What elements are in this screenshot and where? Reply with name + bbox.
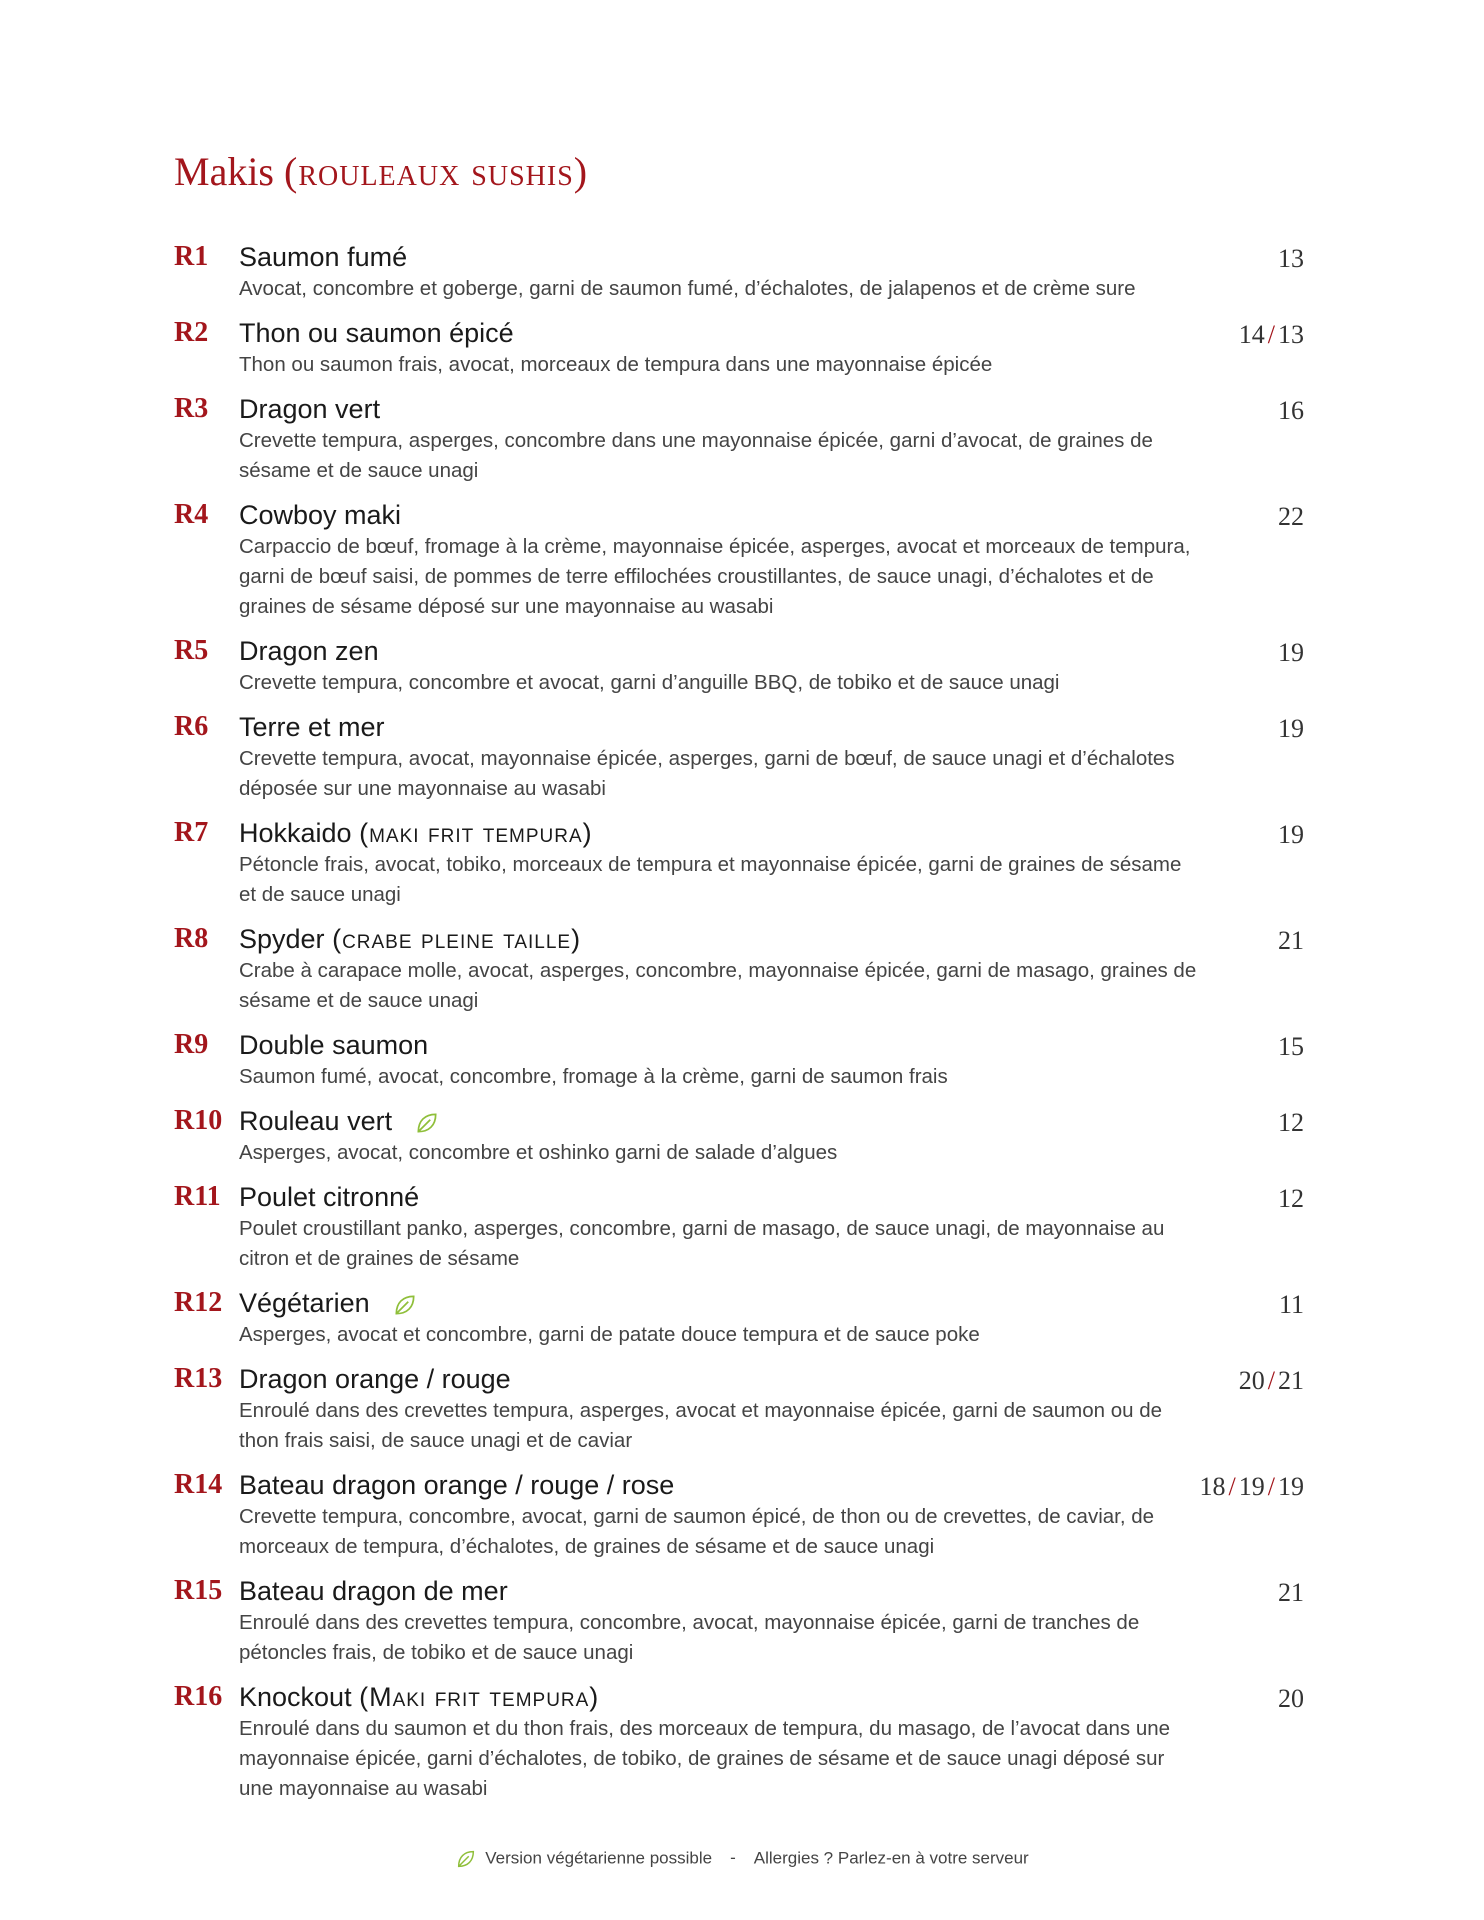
item-name [239, 1362, 1304, 1396]
item-name-text: Poulet citronné [239, 1182, 420, 1212]
item-name [239, 1468, 1304, 1502]
price-separator: / [1267, 1366, 1275, 1395]
item-description: Asperges, avocat, concombre et oshinko garni de salade d’algues [239, 1141, 838, 1164]
footer-separator: - [730, 1848, 736, 1868]
item-name-text: Hokkaido [239, 818, 352, 848]
item-description: Thon ou saumon frais, avocat, morceaux de tempura dans une mayonnaise épicée [239, 353, 993, 376]
item-code: R10 [174, 1105, 223, 1136]
item-price-value: 13 [1278, 320, 1304, 349]
item-description: Crevette tempura, concombre, avocat, garni de saumon épicé, de thon ou de crevettes, de caviar, de morceaux de tempura, d’échalotes, de graines de sésame et de sauce unagi [239, 1505, 1155, 1558]
item-name-text: Bateau dragon orange / rouge / rose [239, 1470, 675, 1500]
item-name-note: (Maki frit tempura) [359, 1682, 600, 1712]
item-name [239, 634, 1304, 668]
item-name [239, 392, 1304, 426]
item-name-text: Bateau dragon de mer [239, 1576, 508, 1606]
item-price [1239, 318, 1304, 352]
item-code: R3 [174, 393, 209, 424]
item-name [239, 1028, 1304, 1062]
menu-item [174, 1286, 1304, 1350]
item-price-value: 19 [1278, 714, 1304, 743]
item-description: Asperges, avocat et concombre, garni de patate douce tempura et de sauce poke [239, 1323, 980, 1346]
item-name [239, 1574, 1304, 1608]
menu-item [174, 1468, 1304, 1562]
item-price-value: 12 [1278, 1184, 1304, 1213]
menu-item [174, 498, 1304, 622]
item-name-text: Dragon vert [239, 394, 381, 424]
item-description: Enroulé dans des crevettes tempura, asperges, avocat et mayonnaise épicée, garni de saumon ou de thon frais saisi, de sauce unagi et de caviar [239, 1399, 1163, 1452]
veg-note: Version végétarienne possible [485, 1848, 713, 1868]
item-price-value: 19 [1278, 820, 1304, 849]
item-price-value: 19 [1238, 1472, 1265, 1501]
section-title-main: Makis [174, 149, 274, 194]
item-price [1278, 1030, 1304, 1064]
item-name-text: Knockout [239, 1682, 352, 1712]
item-description: Pétoncle frais, avocat, tobiko, morceaux de tempura et mayonnaise épicée, garni de graines de sésame et de sauce unagi [239, 853, 1182, 906]
item-price [1278, 818, 1304, 852]
item-description: Poulet croustillant panko, asperges, concombre, garni de masago, de sauce unagi, de mayonnaise au citron et de graines de sésame [239, 1217, 1165, 1270]
item-price [1278, 636, 1304, 670]
item-price [1278, 500, 1304, 534]
item-code: R1 [174, 241, 209, 272]
item-name [239, 1104, 1304, 1138]
item-name-note: (crabe pleine taille) [332, 924, 582, 954]
item-code: R7 [174, 817, 209, 848]
menu-item [174, 1574, 1304, 1668]
item-price-value: 19 [1278, 638, 1304, 667]
item-price [1278, 1106, 1304, 1140]
menu-item [174, 316, 1304, 380]
item-code: R15 [174, 1575, 223, 1606]
item-description: Saumon fumé, avocat, concombre, fromage à la crème, garni de saumon frais [239, 1065, 948, 1088]
item-name-text: Terre et mer [239, 712, 385, 742]
item-name-text: Dragon orange / rouge [239, 1364, 511, 1394]
item-price [1278, 1576, 1304, 1610]
item-price-value: 21 [1278, 1578, 1304, 1607]
item-code: R8 [174, 923, 209, 954]
item-code: R4 [174, 499, 209, 530]
item-price-value: 14 [1238, 320, 1265, 349]
item-price [1278, 1182, 1304, 1216]
item-price-value: 22 [1278, 502, 1304, 531]
item-description: Enroulé dans des crevettes tempura, concombre, avocat, mayonnaise épicée, garni de tranches de pétoncles frais, de tobiko et de sauce unagi [239, 1611, 1140, 1664]
item-price-value: 13 [1278, 244, 1304, 273]
item-price-value: 12 [1278, 1108, 1304, 1137]
item-price-value: 11 [1278, 1290, 1304, 1319]
item-price [1278, 924, 1304, 958]
item-price [1200, 1470, 1304, 1504]
item-name [239, 710, 1304, 744]
item-price-value: 21 [1278, 1366, 1304, 1395]
menu-item [174, 1028, 1304, 1092]
item-code: R16 [174, 1681, 223, 1712]
menu-item [174, 816, 1304, 910]
leaf-icon [455, 1848, 477, 1870]
item-name [239, 816, 1304, 850]
section-title-sub: (rouleaux sushis) [284, 149, 589, 194]
item-name-text: Dragon zen [239, 636, 379, 666]
menu-items-list [174, 240, 1304, 1816]
item-price [1278, 712, 1304, 746]
item-description: Avocat, concombre et goberge, garni de saumon fumé, d’échalotes, de jalapenos et de crème sure [239, 277, 1136, 300]
price-separator: / [1267, 320, 1275, 349]
item-description: Enroulé dans du saumon et du thon frais, des morceaux de tempura, du masago, de l’avocat dans une mayonnaise épicée, garni d’échalotes, de tobiko, de graines de sésame et de sauce unagi déposé sur une mayonnaise au wasabi [239, 1717, 1171, 1800]
item-description: Crevette tempura, concombre et avocat, garni d’anguille BBQ, de tobiko et de sauce unagi [239, 671, 1060, 694]
allergy-note: Allergies ? Parlez-en à votre serveur [753, 1848, 1029, 1868]
item-price [1279, 1288, 1304, 1322]
item-code: R11 [174, 1181, 221, 1212]
item-name [239, 240, 1304, 274]
item-code: R6 [174, 711, 209, 742]
menu-item [174, 1362, 1304, 1456]
menu-item [174, 240, 1304, 304]
item-name [239, 1680, 1304, 1714]
item-code: R12 [174, 1287, 223, 1318]
leaf-icon [392, 1292, 418, 1318]
item-name-text: Saumon fumé [239, 242, 408, 272]
item-code: R14 [174, 1469, 223, 1500]
item-description: Carpaccio de bœuf, fromage à la crème, mayonnaise épicée, asperges, avocat et morceaux de tempura, garni de bœuf saisi, de pommes de terre effilochées croustillantes, de sauce unagi, d’échalotes et de graines de sésame déposé sur une mayonnaise au wasabi [239, 535, 1191, 618]
menu-item [174, 1180, 1304, 1274]
item-price-value: 15 [1278, 1032, 1304, 1061]
section-title [174, 148, 588, 196]
price-separator: / [1267, 1472, 1275, 1501]
item-price-value: 16 [1278, 396, 1304, 425]
leaf-icon [414, 1110, 440, 1136]
item-code: R13 [174, 1363, 223, 1394]
item-name [239, 922, 1304, 956]
item-name-note: (maki frit tempura) [359, 818, 593, 848]
item-price [1278, 242, 1304, 276]
item-code: R5 [174, 635, 209, 666]
menu-item [174, 922, 1304, 1016]
item-name-text: Double saumon [239, 1030, 429, 1060]
item-description: Crevette tempura, asperges, concombre dans une mayonnaise épicée, garni d’avocat, de graines de sésame et de sauce unagi [239, 429, 1153, 482]
menu-item [174, 634, 1304, 698]
menu-item [174, 1104, 1304, 1168]
item-price-value: 21 [1278, 926, 1304, 955]
item-price-value: 19 [1278, 1472, 1304, 1501]
item-name [239, 316, 1304, 350]
item-name [239, 1180, 1304, 1214]
item-name-text: Spyder [239, 924, 325, 954]
item-code: R9 [174, 1029, 209, 1060]
item-name [239, 1286, 1304, 1320]
menu-item [174, 1680, 1304, 1804]
price-separator: / [1228, 1472, 1236, 1501]
item-name-text: Thon ou saumon épicé [239, 318, 514, 348]
item-description: Crabe à carapace molle, avocat, asperges, concombre, mayonnaise épicée, garni de masago, graines de sésame et de sauce unagi [239, 959, 1197, 1012]
item-name [239, 498, 1304, 532]
menu-item [174, 710, 1304, 804]
item-price [1239, 1364, 1304, 1398]
item-code: R2 [174, 317, 209, 348]
item-description: Crevette tempura, avocat, mayonnaise épicée, asperges, garni de bœuf, de sauce unagi et d’échalotes déposée sur une mayonnaise au wasabi [239, 747, 1175, 800]
item-price-value: 18 [1199, 1472, 1226, 1501]
item-name-text: Végétarien [239, 1288, 370, 1318]
item-name-text: Cowboy maki [239, 500, 402, 530]
item-price-value: 20 [1238, 1366, 1265, 1395]
item-price [1278, 394, 1304, 428]
footer [0, 1848, 1484, 1870]
item-name-text: Rouleau vert [239, 1106, 393, 1136]
menu-item [174, 392, 1304, 486]
item-price [1278, 1682, 1304, 1716]
item-price-value: 20 [1278, 1684, 1304, 1713]
